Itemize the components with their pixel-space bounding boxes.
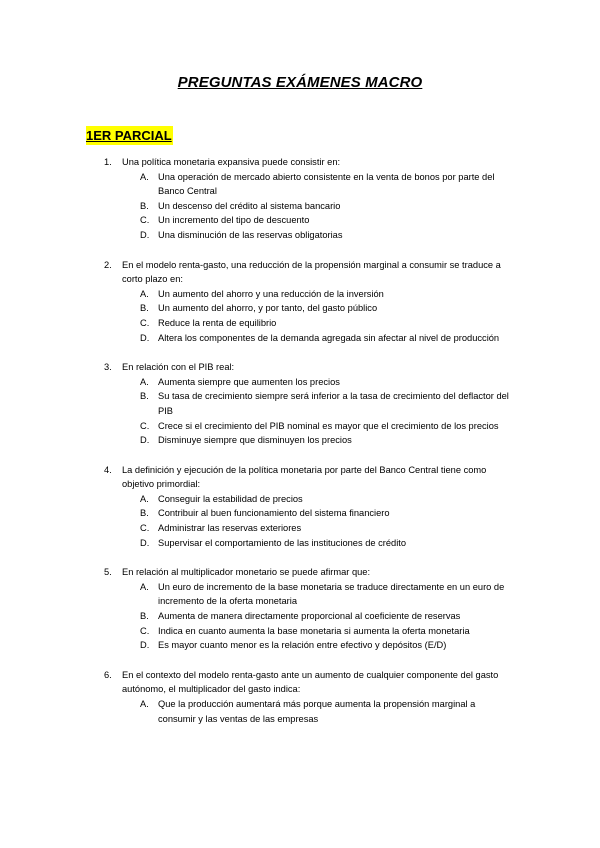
question-stem: [0, 360, 600, 375]
option-letter: B.: [140, 611, 149, 622]
option-c: [0, 624, 600, 639]
option-c: [0, 213, 600, 228]
option-text: Una disminución de las reservas obligatorias: [158, 229, 343, 240]
option-text: Conseguir la estabilidad de precios: [158, 493, 303, 504]
question-stem: [0, 463, 600, 492]
question-text: En el modelo renta-gasto, una reducción de la propensión marginal a consumir se traduce a corto plazo en:: [122, 259, 501, 285]
question-number: 3.: [104, 362, 112, 373]
option-d: [0, 536, 600, 551]
question-number: 1.: [104, 157, 112, 167]
question-6: [0, 668, 600, 726]
option-letter: C.: [140, 523, 150, 534]
section-heading: 1ER PARCIAL: [86, 128, 172, 143]
option-text: Crece si el crecimiento del PIB nominal es mayor que el crecimiento de los precios: [158, 420, 499, 431]
option-text: Indica en cuanto aumenta la base monetaria si aumenta la oferta monetaria: [158, 625, 470, 636]
option-text: Un descenso del crédito al sistema bancario: [158, 200, 341, 211]
option-c: [0, 419, 600, 434]
option-letter: A.: [140, 376, 149, 387]
question-5: [0, 565, 600, 653]
option-letter: C.: [140, 317, 150, 328]
question-2: [0, 258, 600, 346]
option-letter: A.: [140, 288, 149, 299]
option-letter: B.: [140, 391, 149, 402]
question-stem: [0, 258, 600, 287]
option-letter: A.: [140, 581, 149, 592]
question-text: En relación al multiplicador monetario se puede afirmar que:: [122, 567, 371, 578]
option-d: [0, 638, 600, 653]
option-d: [0, 331, 600, 346]
option-c: [0, 316, 600, 331]
option-a: [0, 287, 600, 302]
question-stem: [0, 155, 600, 170]
question-text: En el contexto del modelo renta-gasto ante un aumento de cualquier componente del gasto autónomo, el multiplicador del gasto indica:: [122, 669, 499, 695]
question-4: [0, 463, 600, 551]
option-letter: B.: [140, 508, 149, 519]
option-letter: D.: [140, 537, 150, 548]
option-text: Supervisar el comportamiento de las instituciones de crédito: [158, 537, 407, 548]
option-letter: A.: [140, 699, 149, 709]
option-text: Un aumento del ahorro y una reducción de la inversión: [158, 288, 384, 299]
option-letter: C.: [140, 625, 150, 636]
option-letter: D.: [140, 435, 150, 446]
option-letter: B.: [140, 200, 149, 211]
option-c: [0, 521, 600, 536]
question-number: 4.: [104, 464, 112, 475]
page-title: PREGUNTAS EXÁMENES MACRO: [177, 74, 423, 91]
question-number: 2.: [104, 259, 112, 270]
option-text: Su tasa de crecimiento siempre será inferior a la tasa de crecimiento del deflactor del PIB: [158, 391, 509, 416]
question-stem: [0, 565, 600, 580]
option-a: [0, 492, 600, 507]
option-letter: A.: [140, 171, 149, 182]
option-text: Contribuir al buen funcionamiento del sistema financiero: [158, 508, 390, 519]
option-text: Un aumento del ahorro, y por tanto, del gasto público: [158, 303, 378, 314]
option-text: Administrar las reservas exteriores: [158, 523, 302, 534]
option-letter: C.: [140, 420, 150, 431]
option-letter: D.: [140, 229, 150, 240]
option-text: Aumenta de manera directamente proporcional al coeficiente de reservas: [158, 611, 461, 622]
option-letter: D.: [140, 640, 150, 651]
question-text: La definición y ejecución de la política monetaria por parte del Banco Central tiene como objetivo primordial:: [122, 464, 487, 490]
option-letter: D.: [140, 332, 150, 343]
option-letter: C.: [140, 215, 150, 226]
option-b: [0, 199, 600, 214]
option-text: Reduce la renta de equilibrio: [158, 317, 277, 328]
option-b: [0, 506, 600, 521]
option-letter: B.: [140, 303, 149, 314]
question-text: Una política monetaria expansiva puede consistir en:: [122, 157, 341, 167]
option-a: [0, 170, 600, 199]
option-b: [0, 301, 600, 316]
option-text: Un euro de incremento de la base monetaria se traduce directamente en un euro de incremento de la oferta monetaria: [158, 581, 505, 607]
option-text: Un incremento del tipo de descuento: [158, 215, 310, 226]
option-a: [0, 375, 600, 390]
option-text: Disminuye siempre que disminuyen los precios: [158, 435, 352, 446]
option-text: Una operación de mercado abierto consistente en la venta de bonos por parte del Banco Central: [158, 171, 495, 197]
option-text: Altera los componentes de la demanda agregada sin afectar al nivel de producción: [158, 332, 500, 343]
question-3: [0, 360, 600, 448]
option-text: Que la producción aumentará más porque aumenta la propensión marginal a consumir y las ventas de las empresas: [158, 699, 476, 724]
option-b: [0, 609, 600, 624]
option-letter: A.: [140, 493, 149, 504]
option-b: [0, 389, 600, 418]
option-text: Es mayor cuanto menor es la relación entre efectivo y depósitos (E/D): [158, 640, 447, 651]
option-text: Aumenta siempre que aumenten los precios: [158, 376, 340, 387]
option-a: [0, 697, 600, 726]
question-text: En relación con el PIB real:: [122, 362, 235, 373]
question-number: 5.: [104, 567, 112, 578]
question-number: 6.: [104, 669, 112, 680]
question-stem: [0, 668, 600, 697]
question-list: [0, 155, 600, 741]
option-d: [0, 228, 600, 243]
option-d: [0, 433, 600, 448]
question-1: [0, 155, 600, 243]
option-a: [0, 580, 600, 609]
